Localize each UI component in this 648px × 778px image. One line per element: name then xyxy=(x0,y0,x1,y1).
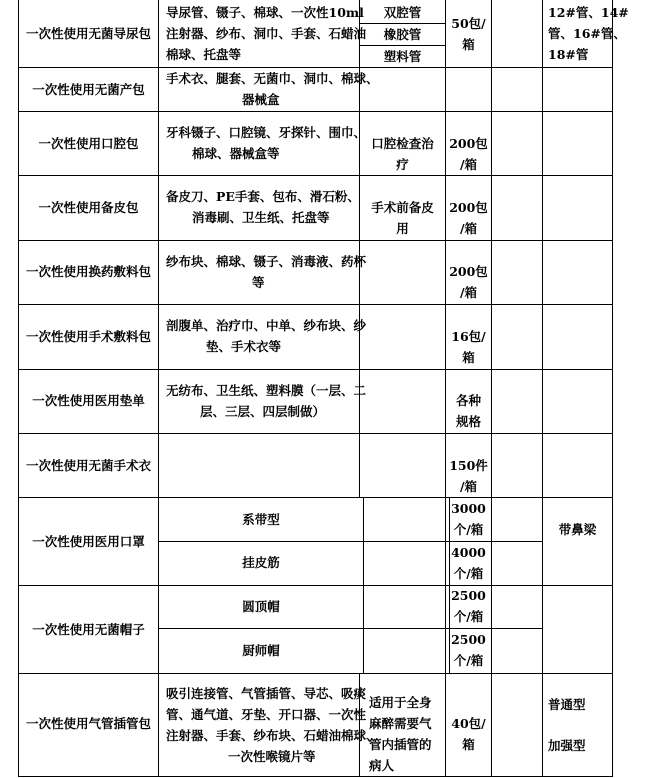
product-name: 一次性使用无菌帽子 xyxy=(32,622,145,637)
pack-size: 200包 /箱 xyxy=(449,264,488,300)
grid-line xyxy=(18,776,613,777)
pack-size: 2500 个/箱 xyxy=(451,632,486,668)
grid-line xyxy=(491,0,492,777)
grid-line xyxy=(18,111,613,112)
specification: 加强型 xyxy=(548,738,586,753)
grid-line xyxy=(18,0,19,777)
product-name: 一次性使用医用垫单 xyxy=(32,393,145,408)
grid-line xyxy=(18,433,613,434)
pack-size: 3000 个/箱 xyxy=(451,501,486,537)
product-contents: 吸引连接管、气管插管、导芯、吸痰 管、通气道、牙垫、开口器、一次性 注射器、手套、纱布块、石蜡油棉球、 一次性喉镜片等 xyxy=(166,686,379,764)
tube-type: 双腔管 xyxy=(383,5,422,20)
product-name: 一次性使用无菌手术衣 xyxy=(25,458,151,473)
tube-type: 橡胶管 xyxy=(383,27,422,42)
specification: 带鼻梁 xyxy=(558,522,597,537)
product-contents: 导尿管、镊子、棉球、一次性10ml 注射器、纱布、洞巾、手套、石蜡油 棉球、托盘等 xyxy=(166,5,367,62)
grid-line xyxy=(612,0,613,777)
grid-line xyxy=(18,240,613,241)
grid-line xyxy=(18,175,613,176)
usage: 口腔检查治 疗 xyxy=(371,136,434,172)
product-name: 一次性使用手术敷料包 xyxy=(25,329,151,344)
pack-size: 200包 /箱 xyxy=(449,200,488,236)
specification: 普通型 xyxy=(548,697,586,712)
pack-size: 40包/ 箱 xyxy=(451,716,486,752)
product-name: 一次性使用医用口罩 xyxy=(32,534,145,549)
grid-line xyxy=(18,673,613,674)
product-contents: 剖腹单、治疗巾、中单、纱布块、纱 垫、手术衣等 xyxy=(166,318,367,354)
grid-line xyxy=(18,497,613,498)
pack-size: 2500 个/箱 xyxy=(451,588,486,624)
tube-type: 塑料管 xyxy=(383,49,422,64)
product-name: 一次性使用无菌产包 xyxy=(32,82,145,97)
product-contents: 牙科镊子、口腔镜、牙探针、围巾、 棉球、器械盒等 xyxy=(166,125,367,161)
pack-size: 200包 /箱 xyxy=(449,136,488,172)
pack-size: 50包/ 箱 xyxy=(451,16,486,52)
product-contents: 纱布块、棉球、镊子、消毒液、药杯 等 xyxy=(166,254,367,290)
grid-line xyxy=(18,585,613,586)
product-name: 一次性使用备皮包 xyxy=(38,200,139,215)
usage: 手术前备皮 用 xyxy=(371,200,434,236)
product-name: 一次性使用无菌导尿包 xyxy=(25,26,151,41)
product-name: 一次性使用气管插管包 xyxy=(25,716,151,731)
grid-line xyxy=(363,497,364,673)
variant-label: 挂皮筋 xyxy=(242,555,280,570)
product-contents: 手术衣、腿套、无菌巾、洞巾、棉球、 器械盒 xyxy=(166,71,379,107)
product-contents: 备皮刀、PE手套、包布、滑石粉、 消毒刷、卫生纸、托盘等 xyxy=(166,189,360,225)
pack-size: 各种 规格 xyxy=(455,393,481,429)
grid-line xyxy=(18,369,613,370)
product-name: 一次性使用换药敷料包 xyxy=(25,264,151,279)
pack-size: 4000 个/箱 xyxy=(451,545,486,581)
specification: 12#管、14# 管、16#管、 18#管 xyxy=(548,5,629,62)
variant-label: 系带型 xyxy=(242,512,280,527)
variant-label: 厨师帽 xyxy=(242,643,280,658)
product-name: 一次性使用口腔包 xyxy=(38,136,139,151)
grid-line xyxy=(542,0,543,777)
variant-label: 圆顶帽 xyxy=(242,599,280,614)
product-contents: 无纺布、卫生纸、塑料膜（一层、二 层、三层、四层制做） xyxy=(166,383,367,419)
grid-line xyxy=(18,304,613,305)
usage: 适用于全身 麻醉需要气 管内插管的 病人 xyxy=(369,695,432,773)
pack-size: 16包/ 箱 xyxy=(451,329,486,365)
pack-size: 150件 /箱 xyxy=(449,458,488,494)
